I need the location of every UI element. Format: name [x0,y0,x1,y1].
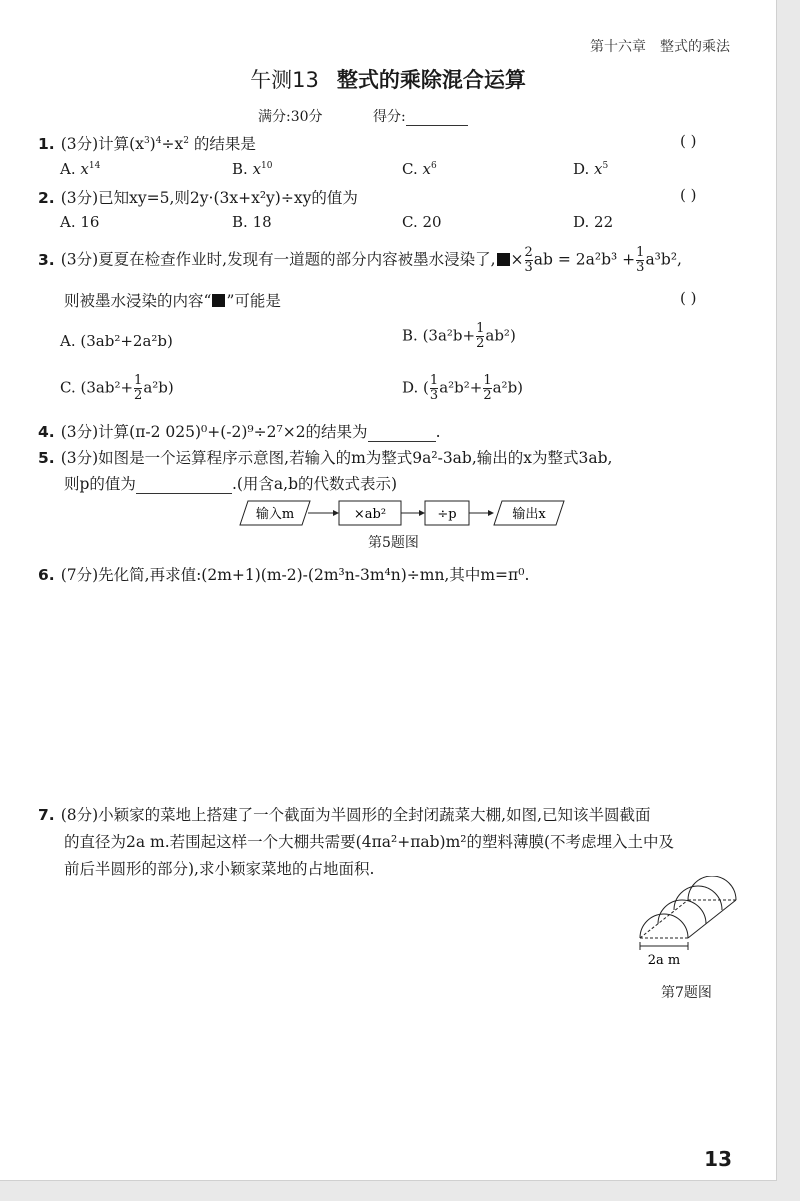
q4-answer-blank[interactable] [368,427,436,442]
q3-option-a[interactable]: A. (3ab²+2a²b) [60,332,173,350]
operation-flowchart [238,498,568,528]
q3-option-c[interactable]: C. (3ab²+ $\frac{1}{2}$ a²b) [60,373,174,403]
figure-5-caption: 第5题图 [368,535,419,551]
ground-edge-right [688,900,736,938]
fraction: $\frac{1}{2}$ [476,321,485,351]
box-output-label: 输出x [512,507,546,522]
q1-option-c[interactable]: C. $x^6$ [402,160,437,178]
arch-2 [658,900,706,924]
fraction: $\frac{1}{3}$ [429,373,439,403]
question-5: 5. (3分)如图是一个运算程序示意图,若输入的m为整式9a²-3ab,输出的x为整式3ab, [38,449,613,467]
fraction: $\frac{1}{2}$ [483,373,492,403]
box-input-label: 输入m [255,507,295,522]
question-3: 3. (3分)夏夏在检查作业时,发现有一道题的部分内容被墨水浸染了, × $\frac{2}{3}$ ab = 2a²b³ + $\frac{1}{3}$ a³b², [38,245,682,275]
question-3-line2: 则被墨水浸染的内容“ ”可能是 [64,292,281,310]
ground-edge-left [640,900,688,938]
chapter-header: 第十六章 整式的乘法 [590,39,730,55]
q1-answer-paren[interactable]: ( ) [680,132,697,150]
arrow-head-1 [333,510,339,516]
dimension-label: 2a m [647,953,681,968]
q2-option-a[interactable]: A. 16 [60,213,100,231]
question-7: 7. (8分)小颖家的菜地上搭建了一个截面为半圆形的全封闭蔬菜大棚,如图,已知该半圆截面 [38,806,651,824]
page-title: 午测13 整式的乘除混合运算 [250,68,526,92]
fraction: $\frac{2}{3}$ [524,245,533,275]
ink-blot-icon [212,294,225,307]
arrow-head-3 [488,510,494,516]
figure-7-caption: 第7题图 [661,985,712,1001]
q3-option-d[interactable]: D. ( $\frac{1}{3}$ a²b²+ $\frac{1}{2}$ a²b) [402,373,524,403]
page-number: 13 [704,1147,732,1171]
q3-option-b[interactable]: B. (3a²b+ $\frac{1}{2}$ ab²) [402,321,516,351]
back-arch [688,876,736,900]
q6-answer-space[interactable] [64,600,744,780]
q2-option-b[interactable]: B. 18 [232,213,272,231]
q5-answer-blank[interactable] [136,479,232,494]
question-5-line2: 则p的值为 .(用含a,b的代数式表示) [64,475,398,493]
q2-option-d[interactable]: D. 22 [573,213,614,231]
question-7-line2: 的直径为2a m.若围起这样一个大棚共需要(4πa²+πab)m²的塑料薄膜(不考虑埋入土中及 [64,833,675,851]
score-line: 满分:30分 得分: [258,106,468,126]
score-blank[interactable] [406,111,468,126]
question-7-line3: 前后半圆形的部分),求小颖家菜地的占地面积. [64,860,375,878]
q1-option-d[interactable]: D. $x^5$ [573,160,609,178]
greenhouse-figure [628,876,748,976]
box-multiply-label: ×ab² [353,507,387,522]
q2-option-c[interactable]: C. 20 [402,213,442,231]
arrow-head-2 [419,510,425,516]
front-arch [640,914,688,938]
box-divide-label: ÷p [437,507,457,522]
fraction: $\frac{1}{3}$ [636,245,645,275]
question-6: 6. (7分)先化简,再求值:(2m+1)(m-2)-(2m³n-3m⁴n)÷mn,其中m=π⁰. [38,566,530,584]
q3-answer-paren[interactable]: ( ) [680,289,697,307]
q1-option-a[interactable]: A. $x^{14}$ [60,160,101,178]
question-4: 4. (3分)计算(π-2 025)⁰+(-2)⁹÷2⁷×2的结果为 . [38,423,441,441]
fraction: $\frac{1}{2}$ [134,373,143,403]
q1-option-b[interactable]: B. $x^{10}$ [232,160,273,178]
ink-blot-icon [497,253,510,266]
q2-answer-paren[interactable]: ( ) [680,186,697,204]
question-2: 2. (3分)已知xy=5,则2y·(3x+x²y)÷xy的值为 [38,189,358,207]
question-1: 1. (3分)计算$(x^3)^4\div x^2$ 的结果是 [38,135,256,153]
